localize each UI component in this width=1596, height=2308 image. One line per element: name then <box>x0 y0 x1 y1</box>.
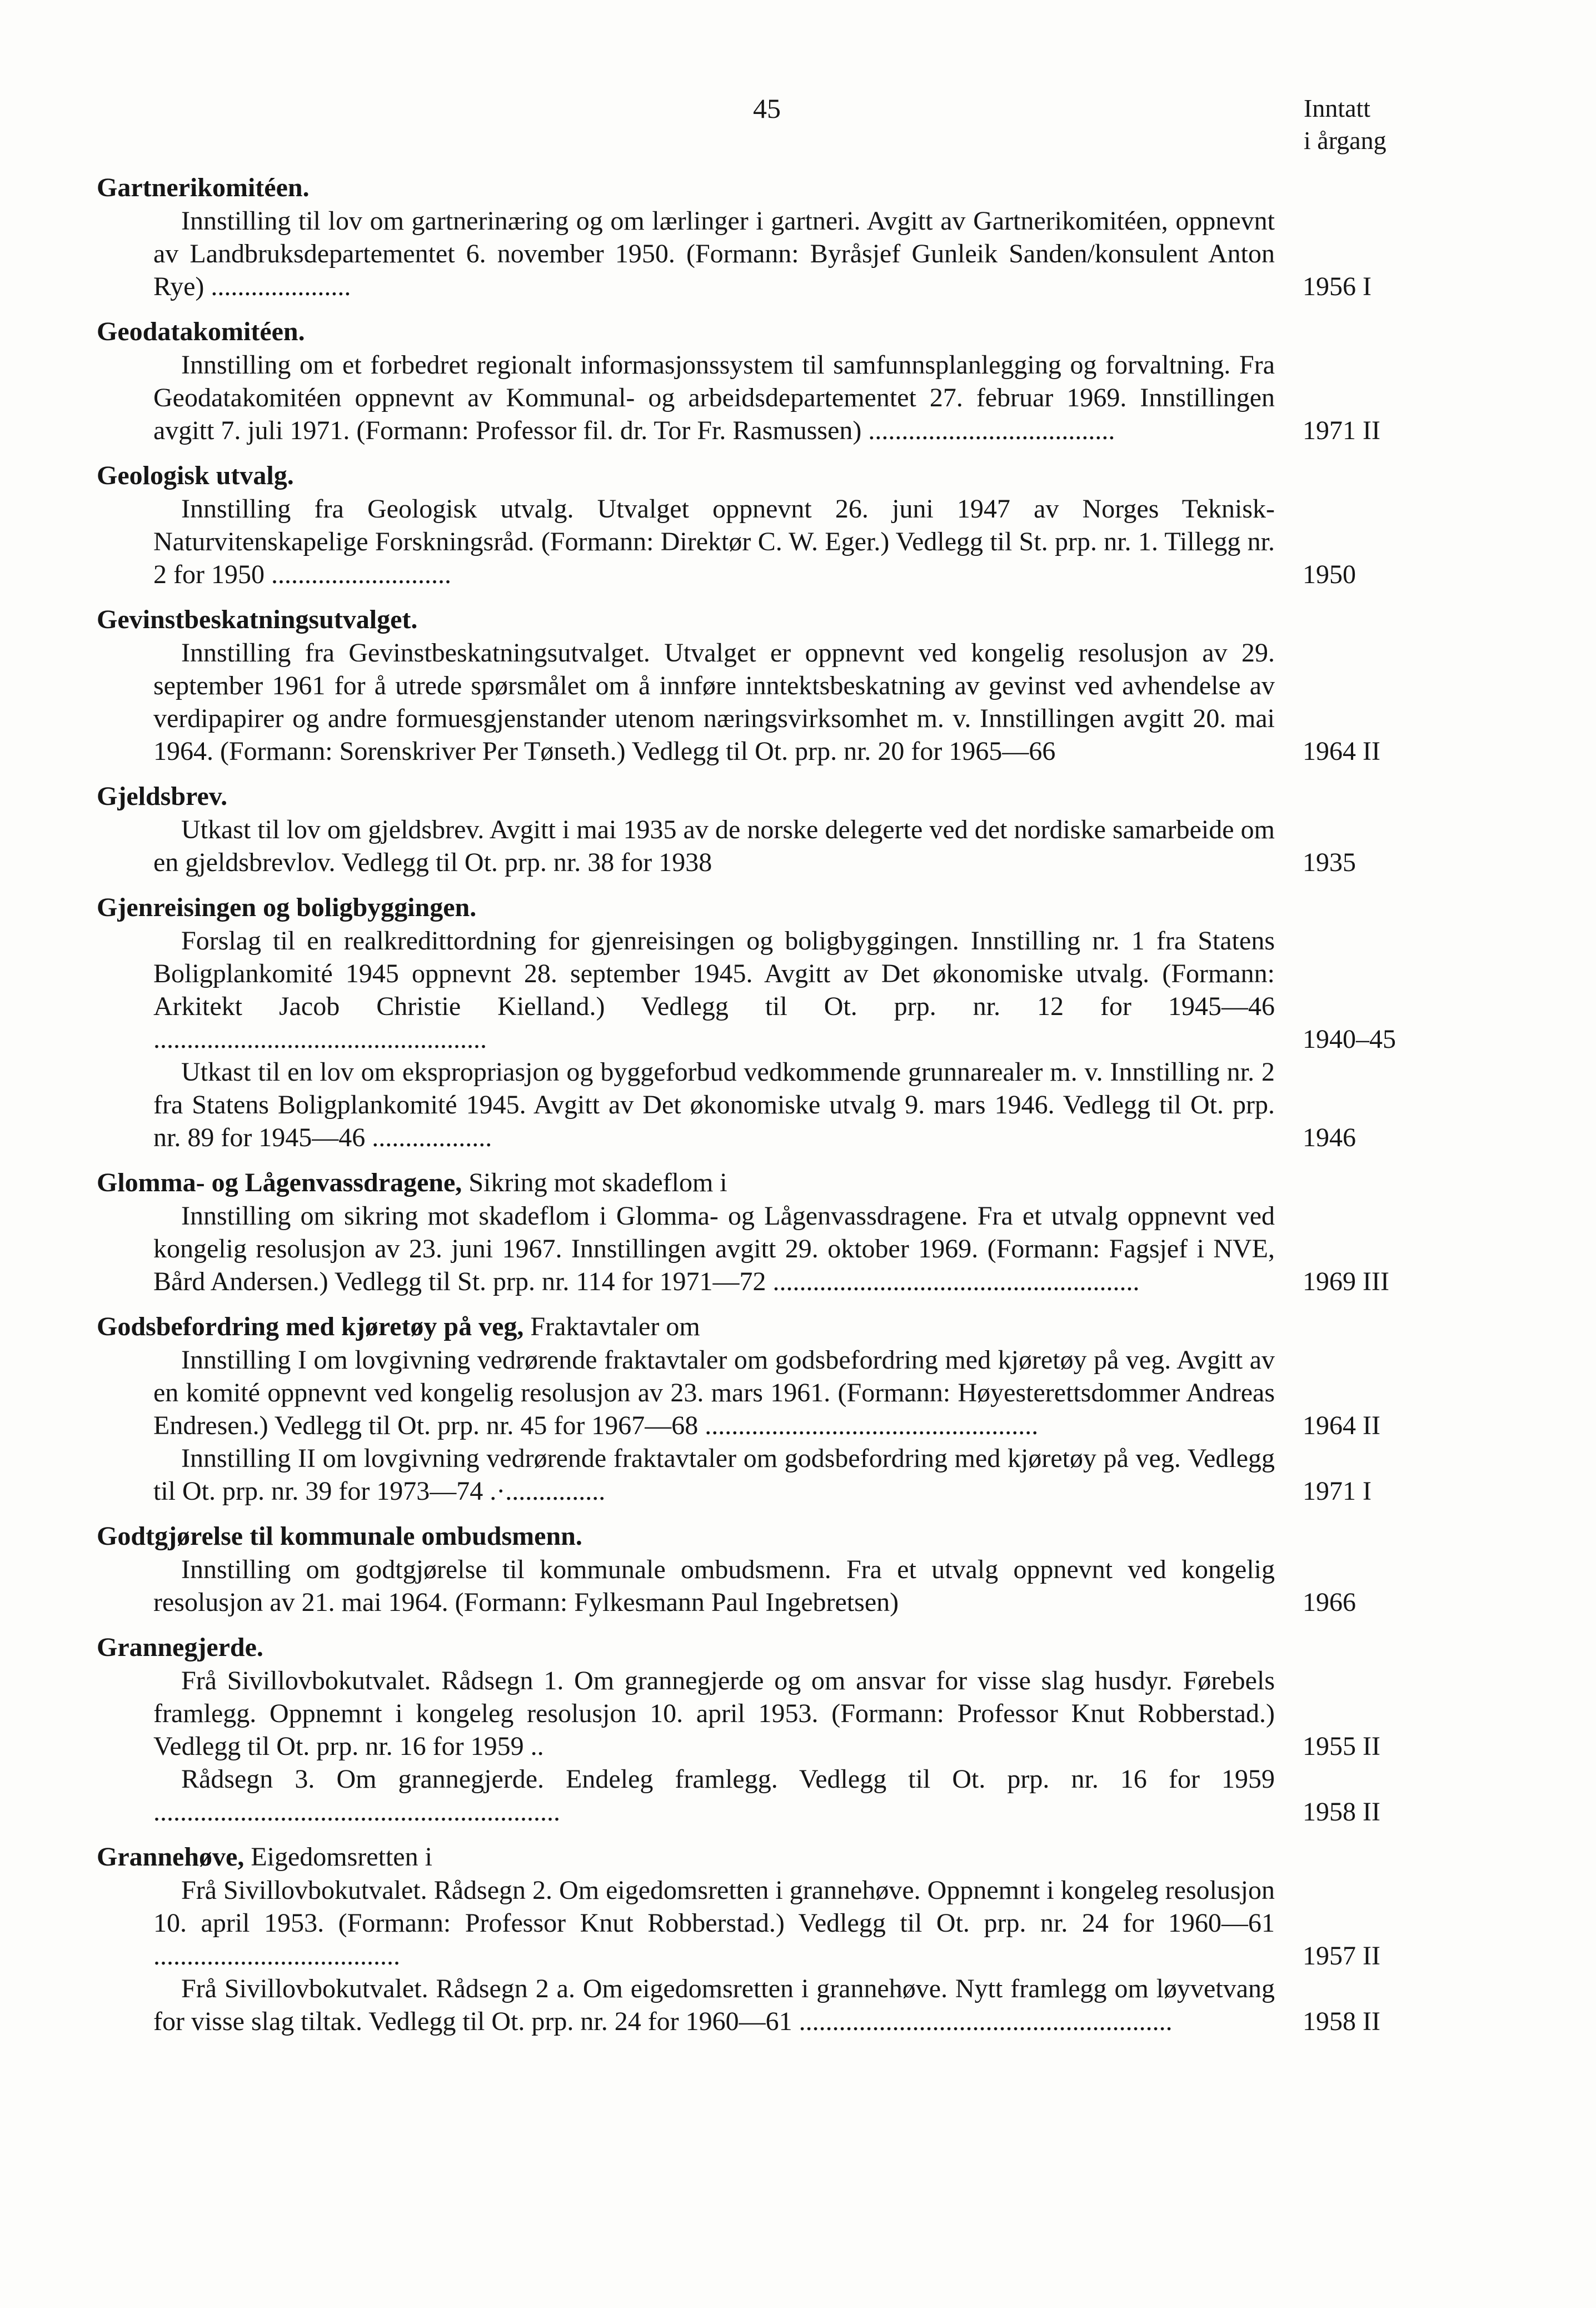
index-entry <box>97 603 1406 768</box>
entry-item <box>97 1200 1406 1298</box>
entry-description: Innstilling fra Geologisk utvalg. Utvalget oppnevnt 26. juni 1947 av Norges Teknisk-Naturvitenskapelige Forskningsråd. (Formann: Direktør C. W. Eger.) Vedlegg til St. prp. nr. 1. Tillegg nr. 2 for 1950 ........................... <box>153 494 1275 589</box>
index-entry <box>97 459 1406 591</box>
entry-item <box>97 1056 1406 1154</box>
entry-item <box>97 1874 1406 1972</box>
entry-description: Rådsegn 3. Om grannegjerde. Endeleg framlegg. Vedlegg til Ot. prp. nr. 16 for 1959 ............................................................. <box>153 1764 1275 1827</box>
entry-description: Forslag til en realkredittordning for gjenreisingen og boligbyggingen. Innstilling nr. 1 fra Statens Boligplankomité 1945 oppnevnt 28. september 1945. Avgitt av Det økonomiske utvalg. (Formann: Arkitekt Jacob Christie Kielland.) Vedlegg til Ot. prp. nr. 12 for 1945—46 .................................................. <box>153 926 1275 1054</box>
entry-heading <box>97 1310 1406 1344</box>
entry-heading-bold: Gevinstbeskatningsutvalget. <box>97 605 418 634</box>
page-number: 45 <box>753 93 781 124</box>
entry-year: 1955 II <box>1303 1732 1380 1761</box>
entry-year: 1946 <box>1303 1123 1356 1152</box>
entry-heading <box>97 1520 1406 1553</box>
entry-year: 1966 <box>1303 1588 1356 1617</box>
entry-heading <box>97 1841 1406 1874</box>
year-column-header <box>1304 92 1386 157</box>
entry-heading-bold: Glomma- og Lågenvassdragene, <box>97 1168 462 1197</box>
entry-heading-bold: Geodatakomitéen. <box>97 317 305 346</box>
entry-description: Innstilling om godtgjørelse til kommunale ombudsmenn. Fra et utvalg oppnevnt ved kongelig resolusjon av 21. mai 1964. (Formann: Fylkesmann Paul Ingebretsen) <box>153 1555 1275 1617</box>
entry-heading <box>97 1631 1406 1664</box>
entry-description: Frå Sivillovbokutvalet. Rådsegn 2 a. Om eigedomsretten i grannehøve. Nytt framlegg om løyvetvang for visse slag tiltak. Vedlegg til Ot. prp. nr. 24 for 1960—61 ........................................................ <box>153 1974 1275 2036</box>
year-header-line-2: i årgang <box>1304 126 1386 155</box>
entry-heading-bold: Grannehøve, <box>97 1842 245 1872</box>
entry-item <box>97 205 1406 303</box>
entry-description: Frå Sivillovbokutvalet. Rådsegn 1. Om grannegjerde og om ansvar for visse slag husdyr. Førebels framlegg. Oppnemnt i kongeleg resolusjon 10. april 1953. (Formann: Professor Knut Robberstad.) Vedlegg til Ot. prp. nr. 16 for 1959 .. <box>153 1666 1275 1761</box>
entry-heading-bold: Godtgjørelse til kommunale ombudsmenn. <box>97 1521 582 1551</box>
entry-description: Innstilling om sikring mot skadeflom i Glomma- og Lågenvassdragene. Fra et utvalg oppnevnt ved kongelig resolusjon av 23. juni 1967. Innstillingen avgitt 29. oktober 1969. (Formann: Fagsjef i NVE, Bård Andersen.) Vedlegg til St. prp. nr. 114 for 1971—72 ....................................................... <box>153 1201 1275 1296</box>
entry-description: Frå Sivillovbokutvalet. Rådsegn 2. Om eigedomsretten i grannehøve. Oppnemnt i kongeleg resolusjon 10. april 1953. (Formann: Professor Knut Robberstad.) Vedlegg til Ot. prp. nr. 24 for 1960—61 ..................................... <box>153 1876 1275 1971</box>
entry-heading-bold: Godsbefordring med kjøretøy på veg, <box>97 1312 524 1341</box>
entry-year: 1940–45 <box>1303 1024 1396 1054</box>
index-entry <box>97 891 1406 1154</box>
entry-heading-tail: Sikring mot skadeflom i <box>462 1168 727 1197</box>
entry-heading-bold: Gartnerikomitéen. <box>97 173 310 202</box>
entry-item <box>97 1972 1406 2038</box>
entry-year: 1956 I <box>1303 272 1371 301</box>
entry-heading-bold: Geologisk utvalg. <box>97 461 294 490</box>
entry-year: 1957 II <box>1303 1941 1380 1971</box>
entry-item <box>97 924 1406 1056</box>
index-entry <box>97 1310 1406 1508</box>
entry-year: 1971 II <box>1303 416 1380 445</box>
entry-description: Innstilling II om lovgivning vedrørende fraktavtaler om godsbefordring med kjøretøy på veg. Vedlegg til Ot. prp. nr. 39 for 1973—74 .·............... <box>153 1444 1275 1506</box>
entry-item <box>97 1763 1406 1828</box>
entry-heading <box>97 171 1406 205</box>
entry-description: Utkast til lov om gjeldsbrev. Avgitt i mai 1935 av de norske delegerte ved det nordiske samarbeide om en gjeldsbrevlov. Vedlegg til Ot. prp. nr. 38 for 1938 <box>153 815 1275 877</box>
entry-item <box>97 636 1406 768</box>
index-entry <box>97 1841 1406 2038</box>
entry-heading-bold: Gjenreisingen og boligbyggingen. <box>97 893 477 922</box>
entry-year: 1958 II <box>1303 1797 1380 1827</box>
entry-year: 1958 II <box>1303 2007 1380 2036</box>
entry-item <box>97 813 1406 879</box>
entry-heading <box>97 315 1406 349</box>
entry-heading-bold: Gjeldsbrev. <box>97 782 228 811</box>
entry-heading <box>97 1166 1406 1200</box>
year-header-line-1: Inntatt <box>1304 94 1371 122</box>
entry-description: Utkast til en lov om ekspropriasjon og byggeforbud vedkommende grunnarealer m. v. Innstilling nr. 2 fra Statens Boligplankomité 1945. Avgitt av Det økonomiske utvalg 9. mars 1946. Vedlegg til Ot. prp. nr. 89 for 1945—46 .................. <box>153 1057 1275 1152</box>
entry-year: 1964 II <box>1303 1411 1380 1440</box>
entry-item <box>97 493 1406 591</box>
index-entry <box>97 1520 1406 1619</box>
entry-description: Innstilling fra Gevinstbeskatningsutvalget. Utvalget er oppnevnt ved kongelig resolusjon av 29. september 1961 for å utrede spørsmålet om å innføre inntektsbeskatning av gevinst ved avhendelse av verdipapirer og andre formuesgjenstander utenom næringsvirksomhet m. v. Innstillingen avgitt 20. mai 1964. (Formann: Sorenskriver Per Tønseth.) Vedlegg til Ot. prp. nr. 20 for 1965—66 <box>153 638 1275 766</box>
entry-heading <box>97 459 1406 493</box>
entry-item <box>97 349 1406 447</box>
entry-item <box>97 1442 1406 1508</box>
entry-heading-bold: Grannegjerde. <box>97 1633 263 1662</box>
entry-description: Innstilling til lov om gartnerinæring og om lærlinger i gartneri. Avgitt av Gartnerikomitéen, oppnevnt av Landbruksdepartementet 6. november 1950. (Formann: Byråsjef Gunleik Sanden/konsulent Anton Rye) ..................... <box>153 206 1275 301</box>
index-entry <box>97 780 1406 879</box>
index-entry <box>97 1631 1406 1828</box>
entry-year: 1935 <box>1303 848 1356 877</box>
entry-heading <box>97 603 1406 636</box>
entry-item <box>97 1344 1406 1442</box>
entry-description: Innstilling om et forbedret regionalt informasjonssystem til samfunnsplanlegging og forvaltning. Fra Geodatakomitéen oppnevnt av Kommunal- og arbeidsdepartementet 27. februar 1969. Innstillingen avgitt 7. juli 1971. (Formann: Professor fil. dr. Tor Fr. Rasmussen) ..................................... <box>153 350 1275 445</box>
entry-year: 1964 II <box>1303 737 1380 766</box>
entry-heading <box>97 780 1406 813</box>
index-entries <box>97 171 1406 2050</box>
entry-item <box>97 1553 1406 1619</box>
entry-heading-tail: Fraktavtaler om <box>523 1312 700 1341</box>
entry-year: 1950 <box>1303 560 1356 589</box>
entry-heading-tail: Eigedomsretten i <box>244 1842 432 1872</box>
entry-heading <box>97 891 1406 924</box>
entry-year: 1969 III <box>1303 1267 1389 1296</box>
index-entry <box>97 171 1406 303</box>
entry-description: Innstilling I om lovgivning vedrørende fraktavtaler om godsbefordring med kjøretøy på veg. Avgitt av en komité oppnevnt ved kongelig resolusjon av 23. mars 1961. (Formann: Høyesterettsdommer Andreas Endresen.) Vedlegg til Ot. prp. nr. 45 for 1967—68 .................................................. <box>153 1345 1275 1440</box>
entry-year: 1971 I <box>1303 1476 1371 1506</box>
index-entry <box>97 315 1406 447</box>
entry-item <box>97 1664 1406 1763</box>
index-entry <box>97 1166 1406 1298</box>
